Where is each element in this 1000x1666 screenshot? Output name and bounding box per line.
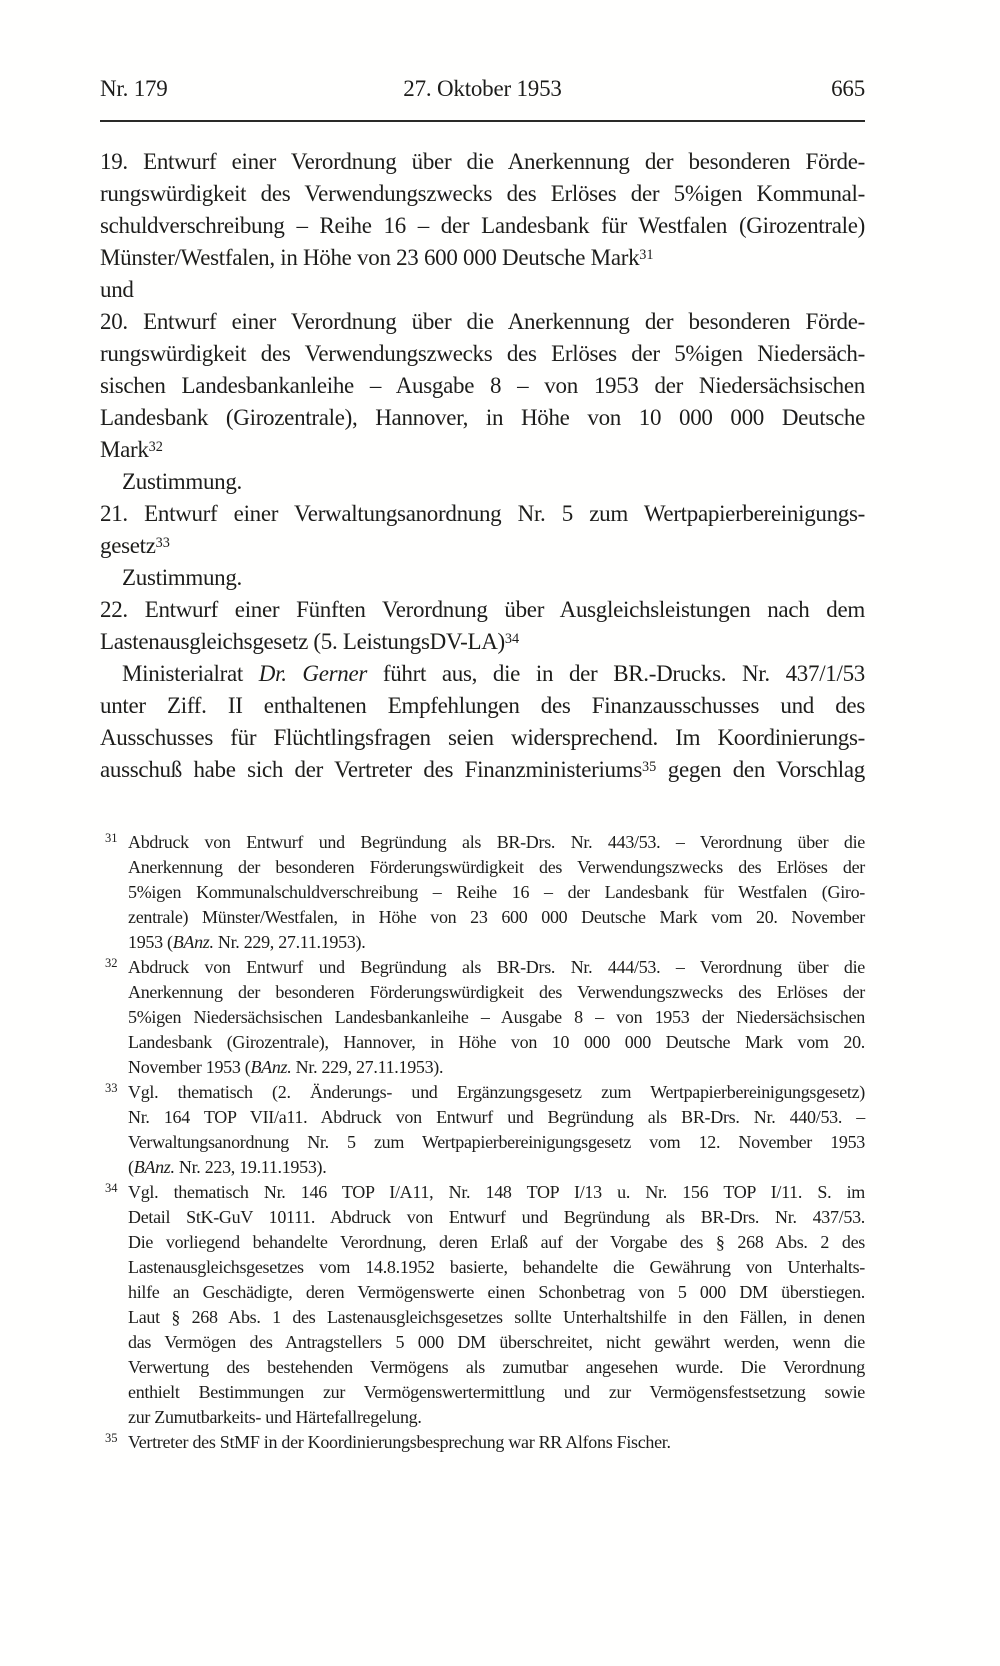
footnote-ref: 35 — [642, 758, 657, 775]
line-content — [100, 370, 865, 402]
line-content — [128, 1305, 865, 1330]
line-content — [128, 1205, 865, 1230]
text-segment: Nr. 164 TOP VII/a11. Abdruck von Entwurf und Begründung als BR-Drs. Nr. 440/53. – — [128, 1107, 865, 1127]
footnote-33 — [100, 1080, 865, 1180]
footnotes-section — [100, 830, 865, 1455]
line-content — [128, 1330, 865, 1355]
text-segment: ( — [128, 1157, 134, 1177]
line-content — [100, 530, 170, 565]
text-segment: 22. Entwurf einer Fünften Verordnung über Ausgleichsleistungen nach dem — [100, 597, 865, 622]
line-content — [100, 178, 865, 210]
text-segment: Vgl. thematisch (2. Änderungs- und Ergänzungsgesetz zum Wertpapierbereinigungsgesetz) — [128, 1082, 865, 1102]
footnote-number: 35 — [105, 1431, 118, 1445]
line-content — [128, 1380, 865, 1405]
text-line — [100, 402, 865, 434]
footnote-line — [128, 930, 865, 955]
line-content — [100, 306, 865, 338]
footnote-line — [128, 1305, 865, 1330]
text-segment: Mark — [100, 437, 149, 462]
text-line — [100, 434, 865, 466]
line-content — [128, 1030, 865, 1055]
footnote-line — [128, 1180, 865, 1205]
footnote-line — [128, 880, 865, 905]
footnote-31 — [100, 830, 865, 955]
line-content — [128, 880, 865, 905]
text-segment: zur Zumutbarkeits- und Härtefallregelung. — [128, 1407, 422, 1427]
text-segment: 21. Entwurf einer Verwaltungsanordnung Nr. 5 zum Wertpapierbereinigungs- — [100, 501, 865, 526]
italic-text: BAnz. — [172, 932, 214, 952]
text-line — [100, 690, 865, 722]
line-content — [128, 1430, 671, 1455]
text-segment: 1953 ( — [128, 932, 173, 952]
page-number: 665 — [831, 76, 865, 101]
text-segment: gesetz — [100, 533, 156, 558]
line-content — [100, 754, 865, 789]
text-segment: November 1953 ( — [128, 1057, 251, 1077]
line-content — [122, 562, 242, 594]
footnote-ref: 31 — [639, 246, 654, 263]
text-line — [100, 722, 865, 754]
line-content — [128, 955, 865, 980]
line-content — [100, 498, 865, 530]
footnote-number: 32 — [105, 956, 118, 970]
footnote-line — [128, 905, 865, 930]
text-segment: Vertreter des StMF in der Koordinierungsbesprechung war RR Alfons Fischer. — [128, 1432, 671, 1452]
footnote-line — [128, 1405, 865, 1430]
italic-text: Dr. Gerner — [258, 661, 368, 686]
text-line — [100, 146, 865, 178]
text-segment: führt aus, die in der BR.-Drucks. Nr. 437/1/53 — [367, 661, 865, 686]
text-line — [100, 178, 865, 210]
line-content — [128, 1105, 865, 1130]
text-line — [100, 306, 865, 338]
text-segment: zentrale) Münster/Westfalen, in Höhe von 23 600 000 Deutsche Mark vom 20. November — [128, 907, 865, 927]
line-content — [100, 274, 134, 306]
text-line — [100, 210, 865, 242]
text-line — [100, 242, 865, 274]
line-content — [128, 1230, 865, 1255]
footnote-line — [128, 1430, 865, 1455]
footnote-line — [128, 1280, 865, 1305]
text-segment: Verwertung des bestehenden Vermögens als zumutbar angesehen wurde. Die Verordnung — [128, 1357, 865, 1377]
text-line — [100, 530, 865, 562]
footnote-line — [128, 1380, 865, 1405]
footnote-line — [128, 1155, 865, 1180]
text-line — [100, 466, 865, 498]
footnote-line — [128, 855, 865, 880]
footnote-line — [128, 1080, 865, 1105]
italic-text: BAnz. — [250, 1057, 292, 1077]
footnote-34 — [100, 1180, 865, 1430]
line-content — [128, 905, 865, 930]
footnote-ref: 32 — [148, 438, 163, 455]
text-segment: Die vorliegend behandelte Verordnung, deren Erlaß auf der Vorgabe des § 268 Abs. 2 des — [128, 1232, 865, 1252]
footnote-35 — [100, 1430, 865, 1455]
text-segment: enthielt Bestimmungen zur Vermögenswertermittlung und zur Vermögensfestsetzung sowie — [128, 1382, 865, 1402]
footnote-line — [128, 1255, 865, 1280]
line-content — [122, 658, 865, 690]
line-content — [100, 210, 865, 242]
footnote-line — [128, 1055, 865, 1080]
issue-number: Nr. 179 — [100, 76, 168, 101]
text-segment: hilfe an Geschädigte, deren Vermögenswerte einen Schonbetrag von 5 000 DM überstiegen. — [128, 1282, 865, 1302]
line-content — [128, 1255, 865, 1280]
text-segment: Zustimmung. — [122, 469, 243, 494]
text-segment: Lastenausgleichsgesetzes vom 14.8.1952 basierte, behandelte die Gewährung von Unterhalts- — [128, 1257, 865, 1277]
footnote-line — [128, 1105, 865, 1130]
line-content — [100, 146, 865, 178]
line-content — [100, 434, 163, 469]
line-content — [100, 242, 654, 277]
text-line — [100, 274, 865, 306]
text-segment: Abdruck von Entwurf und Begründung als BR-Drs. Nr. 443/53. – Verordnung über die — [128, 832, 865, 852]
text-segment: Landesbank (Girozentrale), Hannover, in Höhe von 10 000 000 Deutsche — [100, 405, 865, 430]
text-line — [100, 626, 865, 658]
text-segment: und — [100, 277, 134, 302]
line-content — [128, 830, 865, 855]
footnote-line — [128, 1205, 865, 1230]
text-segment: ausschuß habe sich der Vertreter des Finanzministeriums — [100, 757, 642, 782]
text-line — [100, 754, 865, 786]
footnote-line — [128, 1355, 865, 1380]
footnote-number: 31 — [105, 831, 118, 845]
text-segment: sischen Landesbankanleihe – Ausgabe 8 – von 1953 der Niedersächsischen — [100, 373, 865, 398]
line-content — [128, 1180, 865, 1205]
text-segment: Detail StK-GuV 10111. Abdruck von Entwurf und Begründung als BR-Drs. Nr. 437/53. — [128, 1207, 865, 1227]
text-segment: rungswürdigkeit des Verwendungszwecks des Erlöses der 5%igen Kommunal- — [100, 181, 865, 206]
text-segment: Abdruck von Entwurf und Begründung als BR-Drs. Nr. 444/53. – Verordnung über die — [128, 957, 865, 977]
footnote-line — [128, 1130, 865, 1155]
italic-text: BAnz. — [133, 1157, 175, 1177]
footnote-line — [128, 1330, 865, 1355]
line-content — [128, 1280, 865, 1305]
text-segment: Anerkennung der besonderen Förderungswürdigkeit des Verwendungszwecks des Erlöses der — [128, 857, 865, 877]
line-content — [100, 338, 865, 370]
footnote-ref: 33 — [155, 534, 170, 551]
footnote-number: 33 — [105, 1081, 118, 1095]
line-content — [100, 722, 865, 754]
text-segment: Nr. 229, 27.11.1953). — [291, 1057, 444, 1077]
footnote-line — [128, 980, 865, 1005]
text-segment: Nr. 229, 27.11.1953). — [213, 932, 366, 952]
text-segment: 19. Entwurf einer Verordnung über die Anerkennung der besonderen Förde- — [100, 149, 865, 174]
text-segment: 5%igen Niedersächsischen Landesbankanleihe – Ausgabe 8 – von 1953 der Niedersächsischen — [128, 1007, 865, 1027]
line-content — [100, 594, 865, 626]
text-segment: Laut § 268 Abs. 1 des Lastenausgleichsgesetzes sollte Unterhaltshilfe in den Fällen, in denen — [128, 1307, 865, 1327]
text-line — [100, 498, 865, 530]
text-line — [100, 594, 865, 626]
line-content — [128, 930, 365, 955]
footnote-line — [128, 955, 865, 980]
text-line — [100, 338, 865, 370]
footnote-32 — [100, 955, 865, 1080]
footnote-number: 34 — [105, 1181, 118, 1195]
line-content — [100, 402, 865, 434]
text-segment: das Vermögen des Antragstellers 5 000 DM überschreitet, nicht gewährt werden, wenn die — [128, 1332, 865, 1352]
line-content — [100, 690, 865, 722]
text-line — [100, 370, 865, 402]
text-segment: Münster/Westfalen, in Höhe von 23 600 000 Deutsche Mark — [100, 245, 640, 270]
text-segment: 20. Entwurf einer Verordnung über die Anerkennung der besonderen Förde- — [100, 309, 865, 334]
text-segment: Landesbank (Girozentrale), Hannover, in Höhe von 10 000 000 Deutsche Mark vom 20. — [128, 1032, 865, 1052]
text-segment: unter Ziff. II enthaltenen Empfehlungen des Finanzausschusses und des — [100, 693, 865, 718]
footnote-line — [128, 1005, 865, 1030]
line-content — [128, 1080, 865, 1105]
line-content — [122, 466, 242, 498]
text-segment: Zustimmung. — [122, 565, 243, 590]
line-content — [100, 626, 519, 661]
page-header — [100, 76, 865, 106]
footnote-ref: 34 — [504, 630, 520, 647]
header-date: 27. Oktober 1953 — [403, 76, 562, 101]
body-text — [100, 146, 865, 786]
footnote-line — [128, 1030, 865, 1055]
text-segment: rungswürdigkeit des Verwendungszwecks des Erlöses der 5%igen Niedersäch- — [100, 341, 865, 366]
line-content — [128, 1005, 865, 1030]
text-segment: Nr. 223, 19.11.1953). — [174, 1157, 327, 1177]
text-segment: Anerkennung der besonderen Förderungswürdigkeit des Verwendungszwecks des Erlöses der — [128, 982, 865, 1002]
text-line — [100, 562, 865, 594]
line-content — [128, 1155, 326, 1180]
text-segment: Vgl. thematisch Nr. 146 TOP I/A11, Nr. 148 TOP I/13 u. Nr. 156 TOP I/11. S. im — [128, 1182, 865, 1202]
text-segment: Ministerialrat — [122, 661, 259, 686]
line-content — [128, 1130, 865, 1155]
text-segment: schuldverschreibung – Reihe 16 – der Landesbank für Westfalen (Girozentrale) — [100, 213, 865, 238]
line-content — [128, 980, 865, 1005]
text-segment: 5%igen Kommunalschuldverschreibung – Reihe 16 – der Landesbank für Westfalen (Giro- — [128, 882, 865, 902]
line-content — [128, 855, 865, 880]
text-segment: Ausschusses für Flüchtlingsfragen seien widersprechend. Im Koordinierungs- — [100, 725, 865, 750]
line-content — [128, 1355, 865, 1380]
footnote-line — [128, 830, 865, 855]
text-segment: Lastenausgleichsgesetz (5. LeistungsDV-LA) — [100, 629, 505, 654]
text-segment: Verwaltungsanordnung Nr. 5 zum Wertpapierbereinigungsgesetz vom 12. November 1953 — [128, 1132, 865, 1152]
footnote-line — [128, 1230, 865, 1255]
header-rule — [100, 120, 865, 122]
text-segment: gegen den Vorschlag — [656, 757, 865, 782]
line-content — [128, 1405, 422, 1430]
text-line — [100, 658, 865, 690]
line-content — [128, 1055, 443, 1080]
